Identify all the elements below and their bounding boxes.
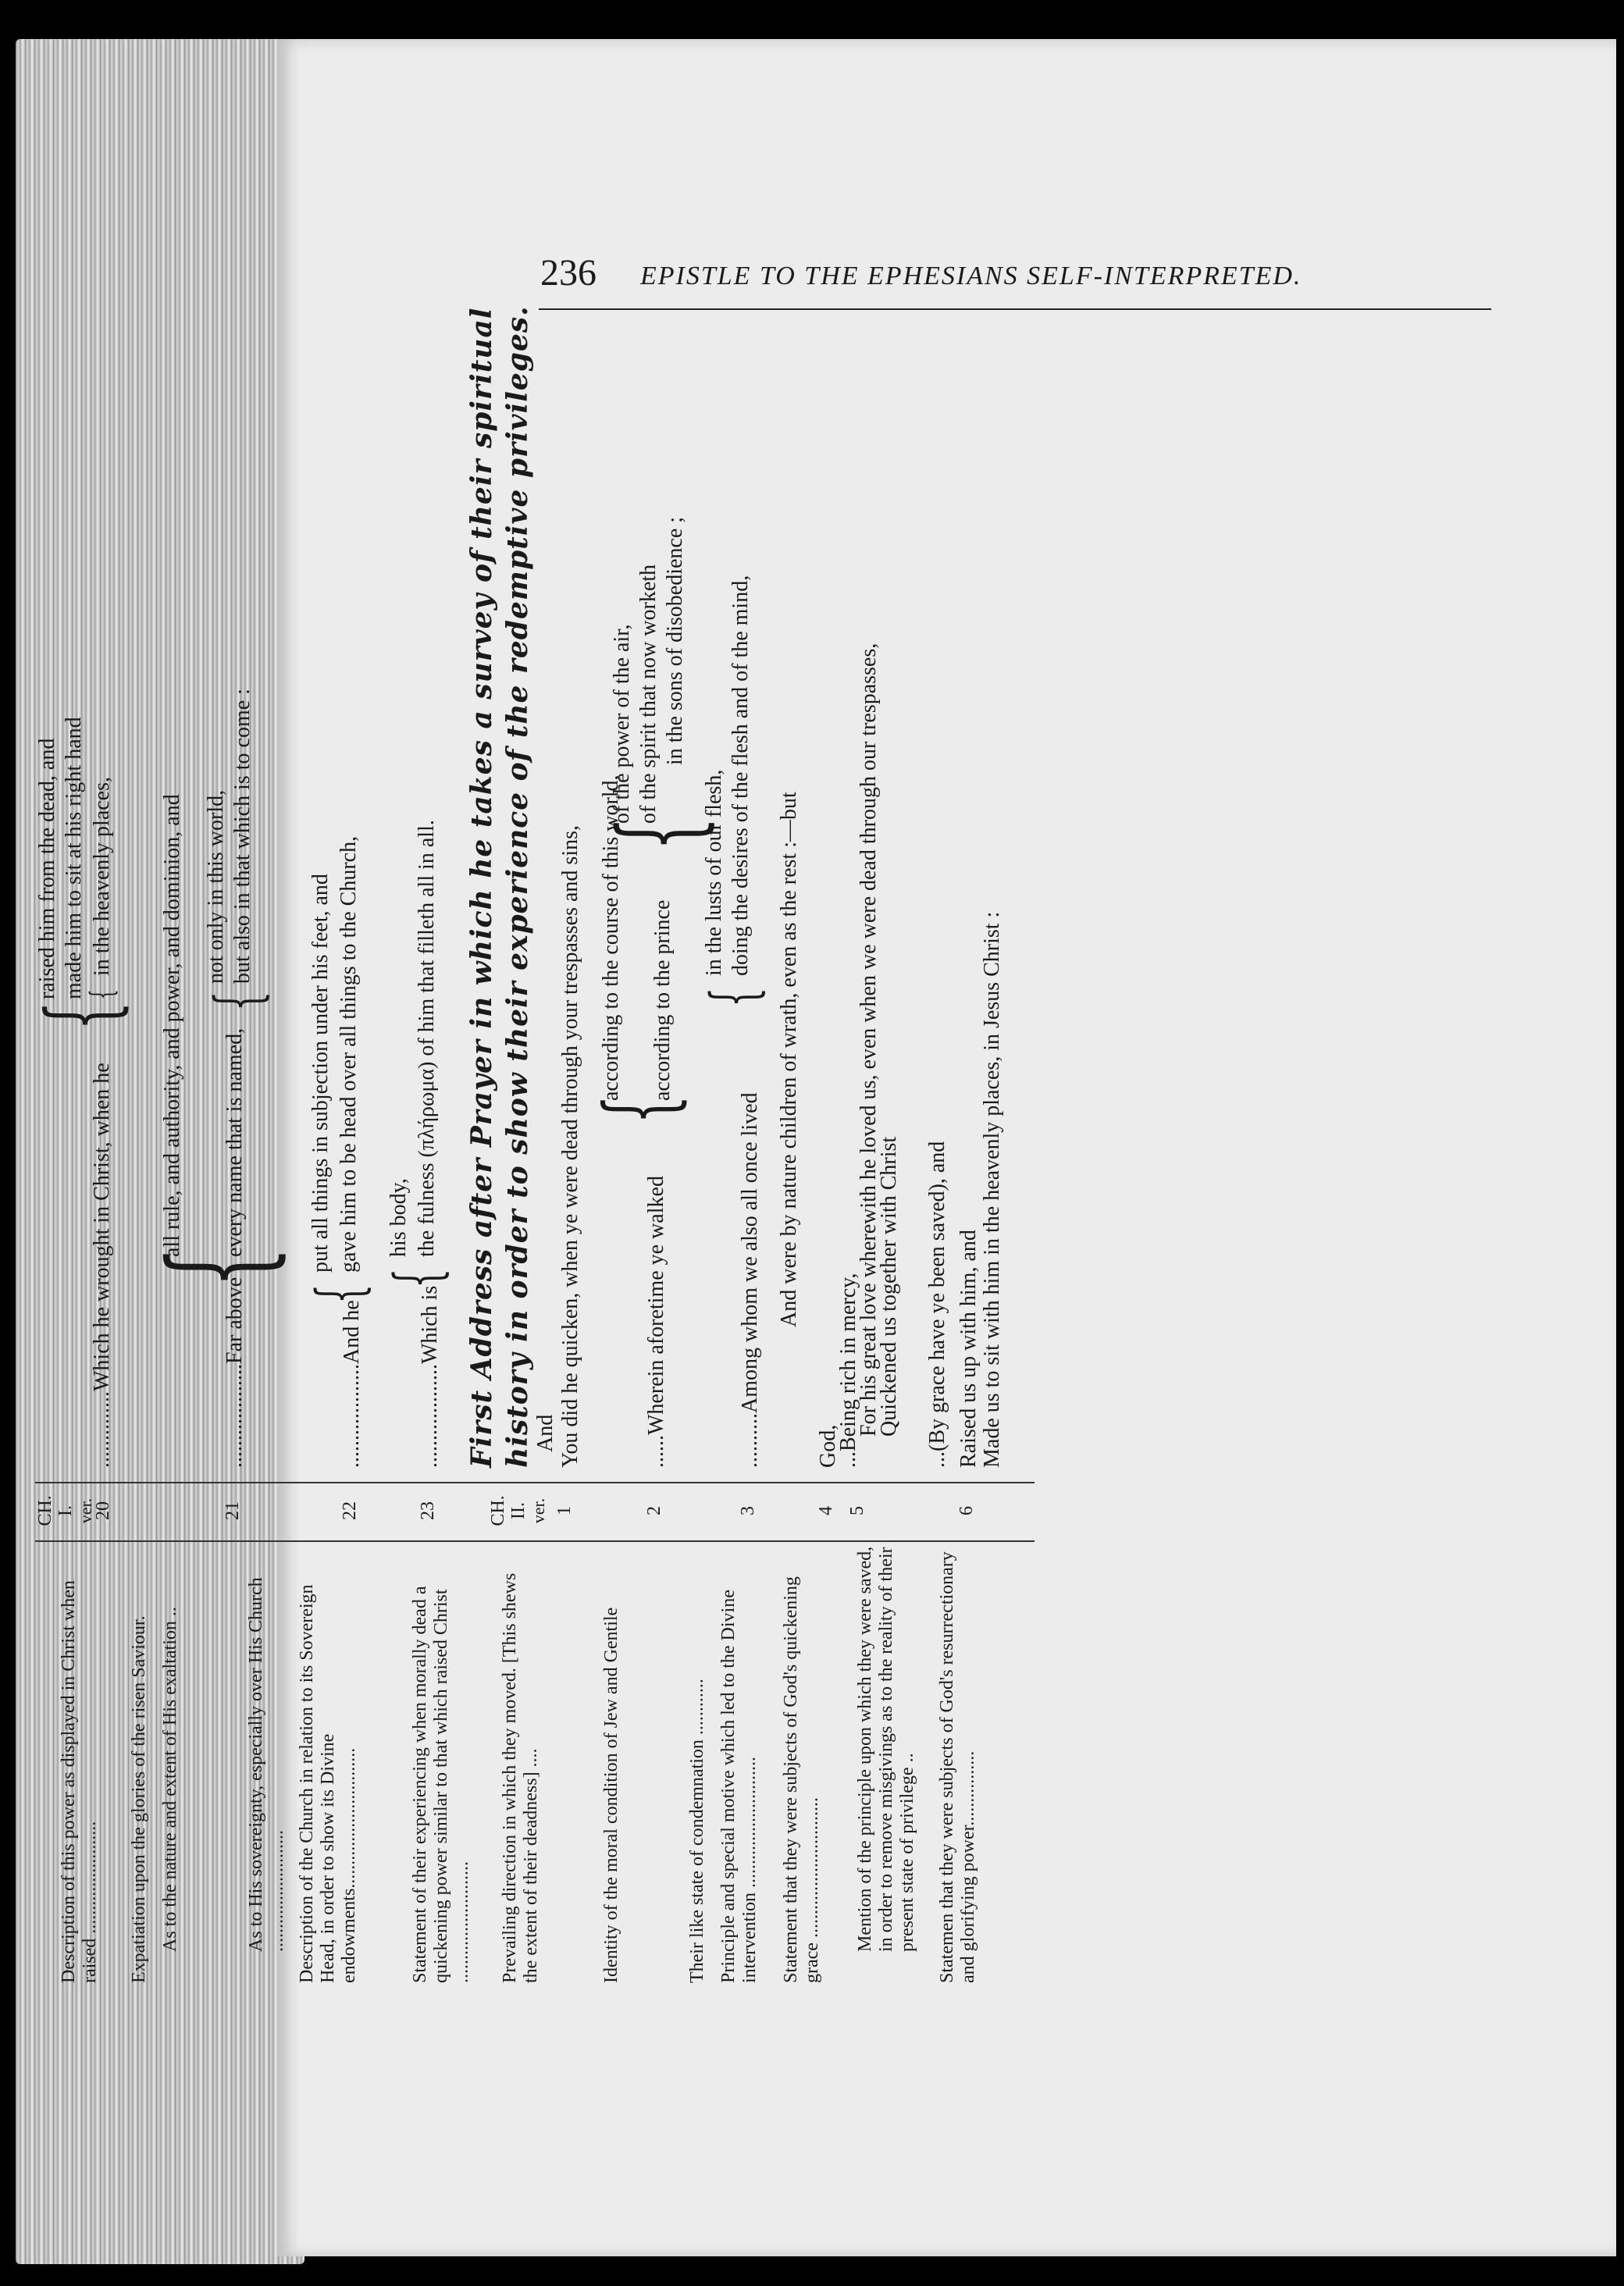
verse-text: And	[533, 1414, 557, 1452]
verse-number: 1	[554, 1506, 575, 1515]
verse-text: raised him from the dead, and	[35, 738, 59, 999]
verse-text: ......Wherein aforetime ye walked	[644, 1176, 668, 1468]
brace-glyph: {	[586, 1094, 694, 1124]
verse-text: You did he quicken, when ye were dead through your trespasses and sins,	[558, 825, 582, 1468]
verse-text: God,	[816, 1424, 840, 1468]
verse-number: 23	[418, 1501, 438, 1520]
page-number: 236	[540, 252, 597, 294]
verse-number: 22	[340, 1501, 360, 1520]
verse-text: doing the desires of the flesh and of the mind,	[728, 575, 753, 976]
brace-glyph: {	[303, 1284, 376, 1304]
summary-item: Principle and special motive which led to the Divine intervention ............................	[718, 1590, 760, 1983]
chapter-label: CH.	[35, 1495, 55, 1526]
verse-text: but also in that which is to come :	[230, 689, 255, 984]
verse-text: in the lusts of our flesh,	[702, 769, 726, 976]
summary-item: Identity of the moral condition of Jew and Gentile	[601, 1607, 621, 1983]
brace-glyph: {	[596, 816, 723, 851]
brace-glyph: {	[381, 1268, 454, 1288]
summary-item: Statemen that they were subjects of God's resurrectionary and glorifying power................	[937, 1551, 978, 1983]
verse-number: 3	[738, 1506, 758, 1515]
verse-text: every name that is named,	[223, 1027, 247, 1257]
verse-text: ...................And he	[340, 1300, 364, 1468]
chapter-number: I.	[55, 1505, 76, 1516]
verse-number: 6	[956, 1506, 977, 1515]
verse-text: all rule, and authority, and power, and dominion, and	[160, 794, 184, 1257]
verse-text: of the power of the air,	[610, 624, 634, 824]
verse-number: 21	[223, 1501, 243, 1520]
verse-text: For his great love wherewith he loved us, even when we were dead through our trespasses,	[857, 643, 881, 1437]
verse-text: ...................Far above	[223, 1277, 247, 1468]
verse-text: ...(By grace have ye been saved), and	[925, 1141, 949, 1468]
verse-text: ...................Which is	[418, 1285, 442, 1468]
verse-label: ver.	[76, 1497, 95, 1524]
verse-number: 20	[93, 1501, 113, 1520]
verse-label: ver.	[529, 1497, 548, 1524]
verse-text: in the heavenly places,	[90, 776, 114, 976]
summary-item: Description of this power as displayed in Christ when raised ........................	[59, 1580, 100, 1983]
verse-text: in the sons of disobedience ;	[663, 516, 687, 765]
verse-text: put all things in subjection under his feet, and	[308, 874, 333, 1273]
verse-text: his body,	[386, 1178, 411, 1257]
brace-glyph: {	[84, 989, 120, 999]
verse-text: according to the course of this world,	[599, 774, 623, 1101]
verse-text: Quickened us together with Christ	[877, 1136, 901, 1437]
verse-text: ..........Among whom we also all once lived	[738, 1092, 762, 1468]
summary-item: Expatiation upon the glories of the risen Saviour.	[129, 1615, 149, 1983]
summary-item: Their like state of condemnation ............	[687, 1679, 707, 1983]
verse-text: Raised us up with him, and	[956, 1230, 981, 1468]
brace-glyph: {	[697, 987, 770, 1007]
verse-text: not only in this world,	[204, 789, 228, 984]
section-heading: history in order to show their experience of the redemptive privileges.	[501, 305, 534, 1468]
verse-number: 2	[644, 1506, 664, 1515]
summary-item: Statement of their experiencing when morally dead a quickening power similar to that which raised Christ ..........................	[410, 1586, 472, 1983]
chapter-label: CH.	[488, 1495, 508, 1526]
verse-number: 4	[816, 1506, 836, 1515]
section-heading: First Address after Prayer in which he takes a survey of their spiritual	[465, 307, 498, 1468]
running-title: EPISTLE TO THE EPHESIANS SELF-INTERPRETED.	[640, 262, 1302, 290]
summary-item: Prevailing direction in which they moved. [This shews the extent of their deadness] ....	[500, 1572, 541, 1983]
chapter-number: II.	[508, 1502, 529, 1519]
brace-glyph: {	[201, 991, 274, 1011]
brace-glyph: {	[27, 1000, 136, 1031]
verse-text: ...Being rich in mercy,	[836, 1273, 860, 1468]
summary-item: Statement that they were subjects of God's quickening grace ..............................	[781, 1576, 822, 1983]
verse-text: made him to sit at his right hand	[62, 717, 86, 999]
summary-item: Description of the Church in relation to its Sovereign Head, in order to show its Divine endowments..............................	[297, 1584, 359, 1983]
verse-text: gave him to be head over all things to the Church,	[337, 835, 361, 1273]
summary-item: As to His sovereignty, especially over His Church ..........................	[246, 1577, 287, 1952]
brace-glyph: {	[141, 1245, 296, 1288]
summary-item: As to the nature and extent of His exaltation ..	[160, 1607, 180, 1952]
verse-text: Made us to sit with him in the heavenly places, in Jesus Christ :	[980, 911, 1004, 1468]
summary-item: Mention of the principle upon which they were saved, in order to remove misgivings as to the reality of their present state of privilege ..	[855, 1546, 917, 1952]
verse-text: according to the prince	[650, 899, 675, 1101]
verse-text: ..............Which he wrought in Christ, when he	[90, 1063, 114, 1468]
verse-text: And were by nature children of wrath, even as the rest :—but	[777, 792, 801, 1327]
verse-text: of the spirit that now worketh	[636, 564, 661, 824]
verse-text: the fulness (πλήρωμα) of him that filleth all in all.	[415, 820, 439, 1257]
verse-number: 5	[847, 1506, 867, 1515]
